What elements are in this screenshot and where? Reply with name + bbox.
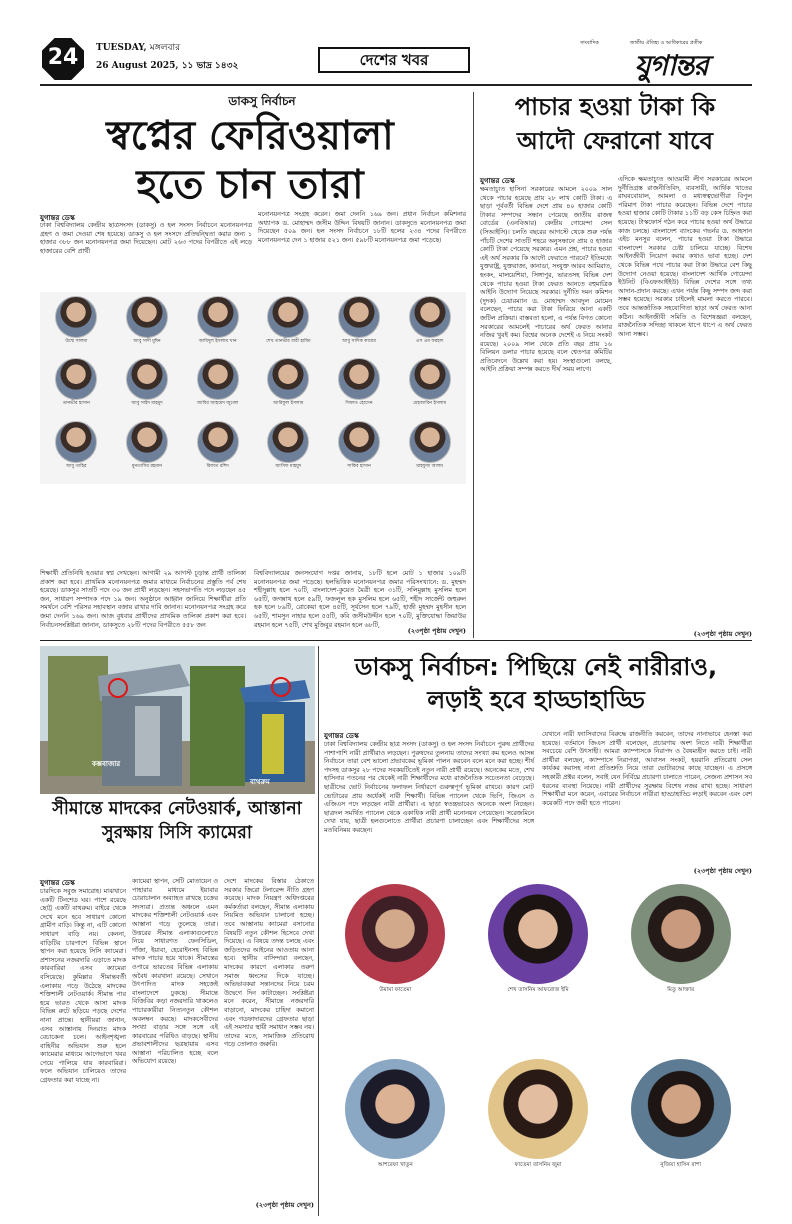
woman-name: উমামা ফাতেমা — [379, 987, 412, 993]
candidate-photo — [267, 358, 309, 400]
candidate-photo — [338, 421, 380, 463]
section-title: দেশের খবর — [318, 47, 470, 73]
candidate-card — [397, 296, 462, 355]
candidate-name: আসিফ মাহমুদ — [275, 463, 302, 469]
story1-headline-line2: হতে চান তারা — [136, 162, 364, 208]
candidate-name: এস এম ফরহাদ — [415, 339, 444, 344]
candidate-photo — [267, 296, 309, 338]
candidate-card — [44, 296, 109, 355]
story3-byline: যুগান্তর ডেস্ক — [324, 731, 359, 740]
candidate-photo — [409, 421, 451, 463]
candidate-card — [44, 358, 109, 417]
candidate-name: শেখ তানভীর বারী হামিম — [265, 339, 311, 344]
woman-card — [467, 884, 610, 1039]
woman-name: নুজিয়া হাসিন রাশা — [660, 1162, 701, 1168]
candidate-photo — [409, 358, 451, 400]
woman-photo — [631, 1059, 731, 1159]
masthead-tagline: জাতীয় ঐতিহ্য ও আধিকারের প্রতীক — [630, 40, 703, 46]
woman-photo — [345, 1059, 445, 1159]
candidate-photo — [267, 421, 309, 463]
candidate-card — [185, 296, 250, 355]
story2-byline: যুগান্তর ডেস্ক — [480, 176, 515, 185]
candidate-card — [327, 296, 392, 355]
candidate-photo — [409, 296, 451, 338]
page-header — [40, 36, 752, 82]
woman-card — [609, 1059, 752, 1214]
story4-body-col3: দেশে মাদকের বিস্তার ঠেকাতে সরকার জিরো টলারেন্স নীতি গ্রহণ করেছে। মাদক নিয়ন্ত্রণ অধিদপ্তরের কর্মকর্তারা বলছেন, সীমান্ত এলাকায় নিয়মিত অভিযান চালানো হচ্ছে। তবে আস্তানায় ক্যামেরা বসানোর বিষয়টি নতুন কৌশল হিসেবে দেখা দিয়েছে। এ বিষয়ে তদন্ত চলছে এবং জড়িতদের আইনের আওতায় আনা হবে। স্থানীয় বাসিন্দারা বলছেন, মাদকের কারণে এলাকার তরুণ সমাজ ধ্বংসের দিকে যাচ্ছে। অভিভাবকরা সন্তানদের নিয়ে চরম উদ্বেগে দিন কাটাচ্ছেন। সংশ্লিষ্টরা মনে করেন, সীমান্তে নজরদারি বাড়ানো, মাদকের চাহিদা কমানো এবং গডফাদারদের গ্রেফতার ছাড়া এই সমস্যার স্থায়ী সমাধান সম্ভব নয়। তাদের মতে, সামাজিক প্রতিরোধ গড়ে তোলাও জরুরি। — [224, 878, 314, 1049]
page-number: 24 — [47, 45, 79, 70]
candidate-photo — [338, 358, 380, 400]
story1-byline: যুগান্তর ডেস্ক — [40, 213, 75, 222]
woman-photo — [345, 884, 445, 984]
candidate-name: সাকিব হাসান — [347, 463, 371, 469]
women-photo-grid — [324, 884, 752, 1214]
candidate-photo-grid — [40, 292, 466, 484]
candidate-name: মাহফুজ আলম — [416, 463, 443, 469]
candidate-card — [256, 296, 321, 355]
candidate-photo — [197, 358, 239, 400]
candidate-name: আবু সাদিক কায়েম — [342, 339, 376, 344]
woman-name: আশরেফা খাতুন — [377, 1162, 413, 1168]
story1-lead-right: মনোনয়নপত্র সংগ্রহ করেন। জমা দেননি ১৬৯ জন। প্রধান নির্বাচন কমিশনার অধ্যাপক ড. মোহাম্মদ জসীম উদ্দিন বিষয়টি জানান। ডাকসুতে মনোনয়নপত্র জমা দিয়েছেন ৫০৯ জন। হল সংসদ নির্বাচনে ১৮টি হলের ২৩৪ পদের বিপরীতে মনোনয়নপত্র দেন ১ হাজার ৫২১ জন। ৫৯৮টি মনোনয়নপত্র জমা পড়েছে। — [258, 211, 466, 244]
candidate-card — [397, 421, 462, 480]
story3-headline-line2: লড়াই হবে হাড্ডাহাড্ডি — [427, 686, 645, 714]
story4-body-col2: ক্যামেরা স্থাপন, সেটি মোতায়েন ও পাহারার মাধ্যমে ইয়াবার চোরাচালান অব্যাহত রাখছে চক্রের সদস্যরা। প্রত্যন্ত অঞ্চলে এমন মাদকের শক্তিশালী নেটওয়ার্ক এবং আস্তানা গড়ে তুলেছে তারা। উত্তরের সীমান্ত এলাকাগুলোতে নিয়ে সাধারণত ফেনসিডিল, গাঁজা, ইয়াবা, হেরোইনসহ বিভিন্ন মাদক পাচার হয়ে থাকে। সীমান্তের ওপারে ভারতের বিভিন্ন এলাকায় অবৈধ কারখানা রয়েছে। সেখানে উৎপাদিত মাদক সহজেই বাংলাদেশে ঢুকছে। সীমান্তে বিজিবির কড়া নজরদারি থাকলেও পাচারকারীরা নিত্যনতুন কৌশল অবলম্বন করছে। মাদকসেবীদের সংখ্যা বাড়ার সঙ্গে সঙ্গে এই কারবারের পরিধিও বাড়ছে। স্থানীয় প্রভাবশালীদের ছত্রছায়ায় এসব আস্তানা পরিচালিত হচ্ছে বলে অভিযোগ রয়েছে। — [132, 878, 218, 1066]
masthead-logo: যুগান্তর — [634, 49, 708, 82]
candidate-name: তানভীর হাসান — [62, 401, 90, 407]
candidate-card — [397, 358, 462, 417]
story1-body-col1: শিক্ষার্থী প্রতিনিধি হওয়ার স্বপ্ন দেখছেন। আগামী ২৯ আগস্ট চূড়ান্ত প্রার্থী তালিকা প্রকাশ করা হবে। প্রাথমিক মনোনয়নপত্র জমার মাধ্যমে নির্বাচনের প্রস্তুতি পর্ব শেষ হয়েছে। ডাকসুর সাতটি পদে ৩০ জন প্রার্থী লড়ছেন। সহসভাপতি পদে লড়ছেন ৪৫ জন, সাধারণ সম্পাদক পদে ১৯ জন। অনুষ্ঠানে আহ্বান জানিয়ে শিক্ষার্থীরা প্রতি সমর্থনে বেশি পরিসর সহাবস্থান বজায় রাখার দাবি জানান। মনোনয়নপত্র সংগ্রহ করে জমা দেননি ১৬৯ জন। আজ বুধবার প্রার্থীদের প্রাথমিক তালিকা প্রকাশ করা হবে। নির্বাচনসংশ্লিষ্টরা জানান, ডাকসুতে ২৮টি পদের বিপরীতে ৫৫৮ জন — [40, 570, 246, 629]
candidate-card — [327, 358, 392, 417]
woman-name: শেখ তাসনিম আফরোজ ইমি — [507, 987, 569, 993]
candidate-name: মুনতাসির রহমান — [132, 463, 162, 469]
story4-continued: (২৩পৃষ্ঠা পৃষ্ঠায় দেখুন) — [255, 1201, 314, 1209]
woman-photo — [631, 884, 731, 984]
day-line — [96, 40, 180, 55]
candidate-name: আবু সাদী মুঈন — [133, 339, 161, 344]
woman-photo — [488, 884, 588, 984]
story1-body-col2: বিশ্ববিদ্যালয়ের জনসংযোগ দপ্তর জানায়, ১৮টি হলে মোট ১ হাজার ১০৯টি মনোনয়নপত্র জমা পড়েছে। হলভিত্তিক মনোনয়নপত্র জমার পরিসংখ্যানে: ড. মুহম্মদ শহীদুল্লাহ হলে ৭০টি, বাংলাদেশ-কুয়েত মৈত্রী হলে ৩১টি, সলিমুল্লাহ মুসলিম হলে ৬৫টি, জগন্নাথ হলে ৫৯টি, ফজলুল হক মুসলিম হলে ৬৫টি, শহীদ সার্জেন্ট জহুরুল হক হলে ৮৯টি, রোকেয়া হলে ৪৫টি, সূর্যসেন হলে ৭৯টি, হাজী মুহম্মদ মুহসীন হলে ৬৫টি, শামসুন নাহার হলে ৫৫টি, কবি জসীমউদ্দীন হলে ৭০টি, মুক্তিযোদ্ধা জিয়াউর রহমান হলে ৭৫টি, শেখ মুজিবুর রহমান হলে ৬৮টি, — [254, 570, 466, 629]
candidate-card — [185, 421, 250, 480]
candidate-card — [44, 421, 109, 480]
woman-card — [467, 1059, 610, 1214]
candidate-photo — [197, 296, 239, 338]
kicker-ducsu: ডাকসু নির্বাচন — [228, 94, 296, 108]
story2-body-col1: ক্ষমতাচ্যুত হাসিনা সরকারের আমলে ২০০৯ সাল থেকে পাচার হয়েছে প্রায় ২৮ লাখ কোটি টাকা। এ ছাড়া পূর্ববর্তী বিভিন্ন দেশে প্রায় ৪০ হাজার কোটি টাকার সম্পদের সন্ধান পেয়েছে জাতীয় রাজস্ব বোর্ডের (এনবিআর) কেন্দ্রীয় গোয়েন্দা সেল (সিআইসি)। চলতি বছরের আগস্টে থেকে শুরু পর্যন্ত পাঁচটি দেশের সাতটি শহরে অনুসন্ধানে প্রায় ৫ হাজার কোটি টাকা পেয়েছে সরকার। এমন প্রশ্ন, পাচার হওয়া এই অর্থ সরকার কি আদৌ ফেরাতে পারবে? ইতিমধ্যে যুক্তরাষ্ট্র, যুক্তরাজ্য, কানাডা, সংযুক্ত আরব আমিরাত, হংকং, মালয়েশিয়া, সিঙ্গাপুর, ভারতসহ বিভিন্ন দেশ থেকে পাচার হওয়া টাকা ফেরত আনতে বহুমাত্রিক আইনি উদ্যোগ নিয়েছে সরকার। দুর্নীতি দমন কমিশন (দুদক) চেয়ারম্যান ড. মোহাম্মদ আবদুল মোমেন বলেছেন, পাচার করা টাকা ফিরিয়ে আনা একটি জটিল প্রক্রিয়া। বাস্তবতা হলো, এ পর্যন্ত বিগত কোনো সরকারের আমলেই পাচারের অর্থ ফেরত আনার নজির খুবই কম। বিশ্বের অনেক দেশেই এ নিয়ে সংকট রয়েছে। ২০০৯ সাল থেকে প্রতি বছর প্রায় ১৬ বিলিয়ন ডলার পাচার হয়েছে বলে শ্বেতপত্র কমিটির প্রতিবেদনে উল্লেখ করা হয়। সংস্থাগুলো বলছে, আইনি প্রক্রিয়া সম্পন্ন করতে দীর্ঘ সময় লাগে। — [480, 186, 612, 374]
story3-continued: (২৩পৃষ্ঠা পৃষ্ঠায় দেখুন) — [693, 867, 752, 875]
woman-name: মিতু আক্তার — [667, 987, 695, 993]
story1-headline-line1: স্বপ্নের ফেরিওয়ালা — [106, 113, 394, 159]
photo-label-right: বাথরুম — [250, 777, 270, 786]
story3-body-col1: ঢাকা বিশ্ববিদ্যালয় কেন্দ্রীয় ছাত্র সংসদ (ডাকসু) ও হল সংসদ নির্বাচনে পুরুষ প্রার্থীদের পাশাপাশি নারী প্রার্থীরাও লড়ছেন। পুরুষদের তুলনায় তাদের সংখ্যা কম হলেও আসন্ন নির্বাচনে তারা বেশ ভালো প্রভাবকের ভূমিকা পালন করবেন বলে মনে করা হচ্ছে। শীর্ষ পদসহ ডাকসুর ২৮ পদের সবকয়টিতেই নতুন নারী প্রার্থী রয়েছে। অনেকের মতে, শেখ হাসিনার পতনের পর থেকেই নারী শিক্ষার্থীদের মধ্যে রাজনৈতিক সচেতনতা বেড়েছে। ছাত্রীদের ভোট নির্বাচনের ফলাফল নির্ধারণে গুরুত্বপূর্ণ ভূমিকা রাখবে। কারণ মোট ভোটারের প্রায় অর্ধেকই নারী শিক্ষার্থী। বিভিন্ন প্যানেল থেকে ভিপি, জিএস ও এজিএস পদে লড়ছেন নারী প্রার্থীরা। এ ছাড়া স্বতন্ত্রভাবেও অনেকে অংশ নিচ্ছেন। ছাত্রদল সমর্থিত প্যানেল থেকে একাধিক নারী প্রার্থী মনোনয়ন পেয়েছেন। সরেজমিনে দেখা যায়, ছাত্রী হলগুলোতে প্রার্থীরা প্রচারণা চালাচ্ছেন এবং শিক্ষার্থীদের সঙ্গে মতবিনিময় করছেন। — [324, 741, 534, 834]
story4-byline: যুগান্তর ডেস্ক — [40, 878, 75, 887]
candidate-name: মেহজাবিন ইসলাম — [413, 401, 447, 407]
candidate-photo — [55, 421, 97, 463]
woman-name: ফাতেমা তাসনিম জুমা — [514, 1162, 562, 1168]
candidate-card — [115, 296, 180, 355]
photo-scene — [40, 646, 315, 794]
story4-body-col1: চারদিকে সবুজ সমারোহ। মাঝখানে একটি টিনশেড ঘর। পাশে রয়েছে ছোট্ট একটি বাথরুম। বাইরে থেকে দেখে মনে হবে সাধারণ কোনো গ্রামীণ বাড়ি। কিন্তু না, এটি কোনো সাধারণ বাড়ি নয়। কেননা, বাড়িটির চারপাশে বিভিন্ন স্থানে স্থাপন করা হয়েছে সিসি ক্যামেরা। প্রশাসনের নজরদারি এড়াতে মাদক কারবারিরা এসব ক্যামেরা বসিয়েছে। কুমিল্লার সীমান্তবর্তী এলাকায় গড়ে উঠেছে মাদকের শক্তিশালী নেটওয়ার্ক। সীমান্ত পার হয়ে ভারত থেকে আসা মাদক বিভিন্ন রুটে ছড়িয়ে পড়ছে দেশের নানা প্রান্তে। স্থানীয়রা জানান, এসব আস্তানায় দিনরাত মাদক বেচাকেনা চলে। আইনশৃঙ্খলা বাহিনীর অভিযান শুরু হলে ক্যামেরার মাধ্যমে আগেভাগে খবর পেয়ে পালিয়ে যায় কারবারিরা। ফলে অভিযান চালিয়েও তাদের গ্রেফতার করা যাচ্ছে না। — [40, 888, 126, 1085]
candidate-name: সিফাত হোসেন — [345, 401, 373, 407]
story4-headline-line2: সুরক্ষায় সিসি ক্যামেরা — [102, 823, 252, 843]
story1-lead-left: ঢাকা বিশ্ববিদ্যালয় কেন্দ্রীয় ছাত্রসংসদ (ডাকসু) ও হল সংসদ নির্বাচনে মনোনয়নপত্র গ্রহণ ও জমা দেওয়া শেষ হয়েছে। ডাকসু ও হল সংসদে প্রতিদ্বন্দ্বিতা করার জন্য ১ হাজার ৩৮৮ জন মনোনয়নপত্র জমা দিয়েছেন। মোট ২৬৩ পদের বিপরীতে এই লড়ে হাজারের বেশি প্রার্থী — [40, 222, 252, 255]
photo-label-left: কক্সবাজার — [92, 759, 121, 768]
candidate-photo — [197, 421, 239, 463]
candidate-name: রিফাত রশিদ — [206, 463, 229, 469]
candidate-name: উম্মে সালমা — [65, 339, 88, 344]
masthead-small: সাংবাদিক — [580, 40, 599, 46]
candidate-photo — [55, 296, 97, 338]
story3-headline-line1: ডাকসু নির্বাচন: পিছিয়ে নেই নারীরাও, — [354, 653, 718, 681]
candidate-name: আরিফুল ইসলাম — [273, 401, 304, 407]
story2-headline-line2: আদৌ ফেরানো যাবে — [517, 127, 713, 155]
candidate-photo — [126, 358, 168, 400]
candidate-card — [115, 358, 180, 417]
candidate-name: আবু সাইদ মাহমুদ — [131, 401, 163, 407]
story2-continued: (২৩পৃষ্ঠা পৃষ্ঠায় দেখুন) — [693, 630, 752, 638]
story4-headline-line1: সীমান্তে মাদকের নেটওয়ার্ক, আস্তানা — [52, 799, 302, 819]
story3-body-col2: যেখানে নারী ফ্যাসিবাদের বিরুদ্ধে রাজনীতি করবেন, তাদের নানাভাবে হেনস্তা করা হয়েছে। বর্তমানে জিএস প্রার্থী বলেছেন, প্রচারণায় অংশ নিতে নারী শিক্ষার্থীরা সবচেয়ে বেশি উৎসাহী। আমরা ক্যাম্পাসকে নিরাপদ ও বৈষম্যহীন করতে চাই। নারী প্রার্থীরা বলছেন, ক্যাম্পাসে নিরাপত্তা, আবাসন সংকট, হয়রানি প্রতিরোধ সেল কার্যকর করাসহ নানা প্রতিশ্রুতি নিয়ে তারা ভোটারদের কাছে যাচ্ছেন। এ প্রসঙ্গে সহকারী প্রক্টর বলেন, সবাই যেন নির্বিঘ্নে প্রচারণা চালাতে পারেন, সেজন্য প্রশাসন সব ধরনের ব্যবস্থা নিয়েছে। নারী প্রার্থীদের সুরক্ষায় বিশেষ নজর রাখা হচ্ছে। সাধারণ শিক্ষার্থীরা মনে করেন, এবারের নির্বাচনে নারীরা হাড্ডাহাড্ডি লড়াই করবেন এবং বেশ কয়েকটি পদে জয়ী হতে পারেন। — [542, 731, 752, 807]
candidate-photo — [55, 358, 97, 400]
candidate-card — [115, 421, 180, 480]
woman-card — [324, 884, 467, 1039]
candidate-name: জাবির আহমেদ জুবেল — [197, 401, 239, 407]
candidate-card — [256, 421, 321, 480]
story2-body-col2: এদিকে ক্ষমতাচ্যুত আওয়ামী লীগ সরকারের আমলে দুর্নীতিগ্রস্ত রাজনীতিবিদ, ব্যবসায়ী, আর্থিক খাতের রাঘববোয়াল, আমলা ও মধ্যস্বত্বভোগীরা বিপুল পরিমাণ টাকা পাচার করেছেন। বিভিন্ন দেশে পাচার হওয়া হাজার কোটি টাকার ১১টি বড় কেস চিহ্নিত করা হয়েছে। টাস্কফোর্স গঠন করে পাচার হওয়া অর্থ উদ্ধারে কাজ চলছে। বাংলাদেশ ব্যাংকের গভর্নর ড. আহসান এইচ মনসুর বলেন, পাচার হওয়া টাকা উদ্ধারে বাংলাদেশ সরকার চেষ্টা চালিয়ে যাচ্ছে। বিশেষ আইনজীবী নিয়োগ করার কথাও ভাবা হচ্ছে। দেশ থেকে বিভিন্ন পথে পাচার করা টাকা উদ্ধারে বেশ কিছু উদ্যোগ নেওয়া হয়েছে। বাংলাদেশ আর্থিক গোয়েন্দা ইউনিট (বিএফআইইউ) বিভিন্ন দেশের সঙ্গে তথ্য আদান-প্রদান করছে। এখন পর্যন্ত কিছু সম্পদ জব্দ করা সম্ভব হয়েছে। সরকার চাইলেই মামলা করতে পারবে। তবে আন্তর্জাতিক সহযোগিতা ছাড়া অর্থ ফেরত আনা কঠিন। আইনজীবী সমিতি ও বিশেষজ্ঞরা বলছেন, রাজনৈতিক সদিচ্ছা থাকলে ধাপে ধাপে এ অর্থ ফেরত আনা সম্ভব। — [618, 176, 752, 338]
candidate-card — [256, 358, 321, 417]
candidate-name: আবিদুল ইসলাম খান — [198, 339, 237, 344]
story1-continued: (২৩পৃষ্ঠা পৃষ্ঠায় দেখুন) — [407, 627, 466, 635]
candidate-card — [185, 358, 250, 417]
candidate-name: আবু তাহির — [66, 463, 87, 469]
woman-photo — [488, 1059, 588, 1159]
day-bn: মঙ্গলবার — [149, 43, 181, 53]
date-line: 26 August 2025, ১১ ভাদ্র ১৪৩২ — [96, 61, 239, 71]
story2-headline-line1: পাচার হওয়া টাকা কি — [514, 93, 716, 121]
candidate-photo — [126, 421, 168, 463]
candidate-photo — [338, 296, 380, 338]
woman-card — [324, 1059, 467, 1214]
candidate-photo — [126, 296, 168, 338]
border-den-photo — [40, 646, 315, 794]
woman-card — [609, 884, 752, 1039]
day-en: TUESDAY, — [96, 43, 147, 53]
candidate-card — [327, 421, 392, 480]
